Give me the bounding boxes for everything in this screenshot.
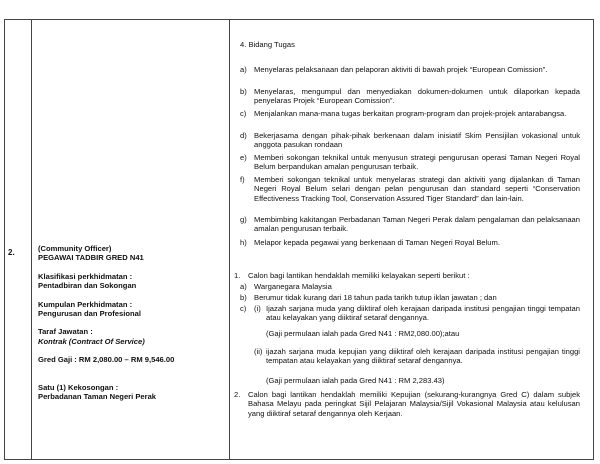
klasifikasi-label: Klasifikasi perkhidmatan : (38, 271, 133, 281)
post-role: (Community Officer) (38, 244, 112, 253)
tugas-item-a: a) Menyelaras pelaksanaan dan pelaporan aktiviti di bawah projek “European Comission”. (240, 65, 548, 74)
gred-gaji: Gred Gaji : RM 2,080.00 – RM 9,546.00 (38, 355, 175, 365)
syarat-1-c-ii-gaji: (Gaji permulaan ialah pada Gred N41 : RM 2,283.43) (266, 376, 445, 385)
bidang-tugas-heading: 4. Bidang Tugas (240, 40, 295, 49)
tugas-item-f: f) Memberi sokongan teknikal untuk menyelaras strategi dan aktiviti yang dijalankan di Taman Negeri Royal Belum selari dengan pelan pengurusan dan standard seperti “Conservation Effectiveness Tracking Tool, Conservation Assured Tiger Standard” dan lain-lain. (240, 175, 580, 203)
syarat-2: 2. Calon bagi lantikan hendaklah memiliki Kepujian (sekurang-kurangnya Gred C) dalam subjek Bahasa Melayu pada peringkat Sijil Pelajaran Malaysia/Sijil Vokasional Malaysia atau kelulusan yang diiktiraf setaraf dengannya oleh Kerjaan. (234, 390, 580, 418)
syarat-1-a: a) Warganegara Malaysia (240, 282, 332, 291)
tugas-item-g: g) Membimbing kakitangan Perbadanan Taman Negeri Perak dalam pengalaman dan pelaksanaan amalan pengurusan terbaik. (240, 215, 580, 234)
tugas-item-c: c) Menjalankan mana-mana tugas berkaitan program-program dan projek-projek antarabangsa. (240, 109, 567, 118)
kekosongan-label: Satu (1) Kekosongan : (38, 382, 119, 392)
tugas-item-h: h) Melapor kepada pegawai yang berkenaan di Taman Negeri Royal Belum. (240, 238, 500, 247)
kumpulan-label: Kumpulan Perkhidmatan : (38, 299, 133, 309)
syarat-1: 1. Calon bagi lantikan hendaklah memiliki kelayakan seperti berikut : (234, 271, 470, 280)
tugas-item-d: d) Bekerjasama dengan pihak-pihak berkenaan dalam inisiatif Skim Pensijilan vokasional untuk anggota pasukan rondaan (240, 131, 580, 150)
kekosongan-value: Perbadanan Taman Negeri Perak (38, 392, 157, 402)
column-divider-1 (31, 20, 32, 459)
kumpulan-value: Pengurusan dan Profesional (38, 309, 141, 319)
tugas-item-e: e) Memberi sokongan teknikal untuk menyusun strategi pengurusan operasi Taman Negeri Royal Belum berpandukan amalan pengurusan terbaik. (240, 153, 580, 172)
tugas-item-b: b) Menyelaras, mengumpul dan menyediakan dokumen-dokumen untuk dilaporkan kepada penyelaras Projek “European Comission”. (240, 87, 580, 106)
taraf-value: Kontrak (Contract Of Service) (38, 336, 145, 346)
post-details (38, 244, 223, 401)
klasifikasi-value: Pentadbiran dan Sokongan (38, 281, 137, 291)
syarat-1-b: b) Berumur tidak kurang dari 18 tahun pada tarikh tutup iklan jawatan ; dan (240, 293, 497, 302)
taraf-label: Taraf Jawatan : (38, 327, 93, 337)
row-number: 2. (8, 248, 15, 257)
syarat-1-c-i-gaji: (Gaji permulaan ialah pada Gred N41 : RM2,080.00);atau (266, 329, 460, 338)
syarat-1-c-i: c) (i) Ijazah sarjana muda yang diiktiraf oleh kerajaan daripada institusi pengajian tinggi tempatan atau kelayakan yang diiktiraf setaraf dengannya. (240, 304, 580, 323)
syarat-1-c-ii: (ii) ijazah sarjana muda kepujian yang diiktiraf oleh kerajaan daripada institusi pengajian tinggi tempatan atau kelayakan yang diiktiraf setaraf dengannya. (254, 347, 580, 366)
job-description (234, 26, 580, 456)
post-title: PEGAWAI TADBIR GRED N41 (38, 253, 144, 263)
column-divider-2 (229, 20, 230, 459)
